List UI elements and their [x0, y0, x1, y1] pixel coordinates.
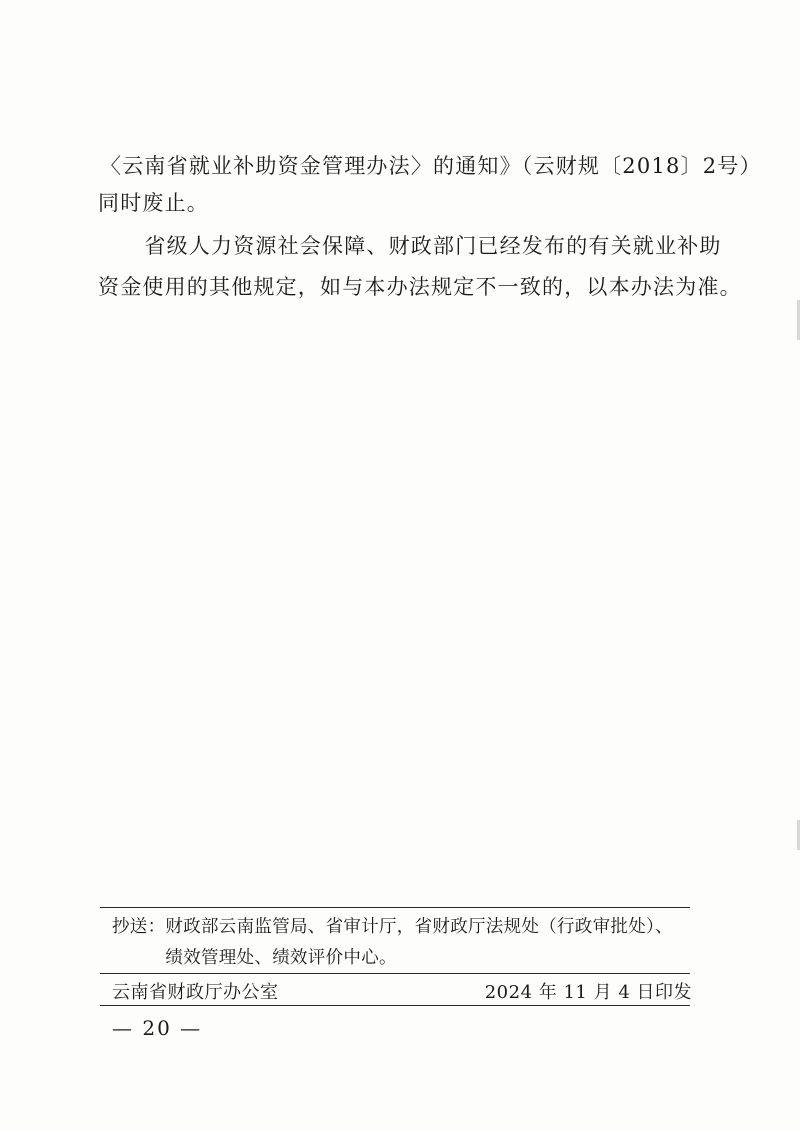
cc-line-1: 抄送：财政部云南监管局、省审计厅，省财政厅法规处（行政审批处）、 — [112, 917, 673, 937]
body-line-1: 〈云南省就业补助资金管理办法〉的通知》（云财规〔2018〕2号） — [100, 154, 762, 178]
footer-bottom-rule — [100, 1005, 690, 1006]
cc-bottom-rule — [100, 973, 690, 974]
issuer-office: 云南省财政厅办公室 — [112, 982, 279, 1003]
print-date: 2024 年 11 月 4 日印发 — [484, 982, 692, 1003]
page-number: — 20 — — [112, 1016, 203, 1040]
cc-line-2: 绩效管理处、绩效评价中心。 — [112, 948, 397, 968]
body-line-3: 省级人力资源社会保障、财政部门已经发布的有关就业补助 — [100, 234, 722, 258]
body-line-2: 同时废止。 — [98, 191, 209, 215]
body-line-4: 资金使用的其他规定，如与本办法规定不一致的，以本办法为准。 — [98, 275, 742, 299]
cc-top-rule — [100, 907, 690, 908]
